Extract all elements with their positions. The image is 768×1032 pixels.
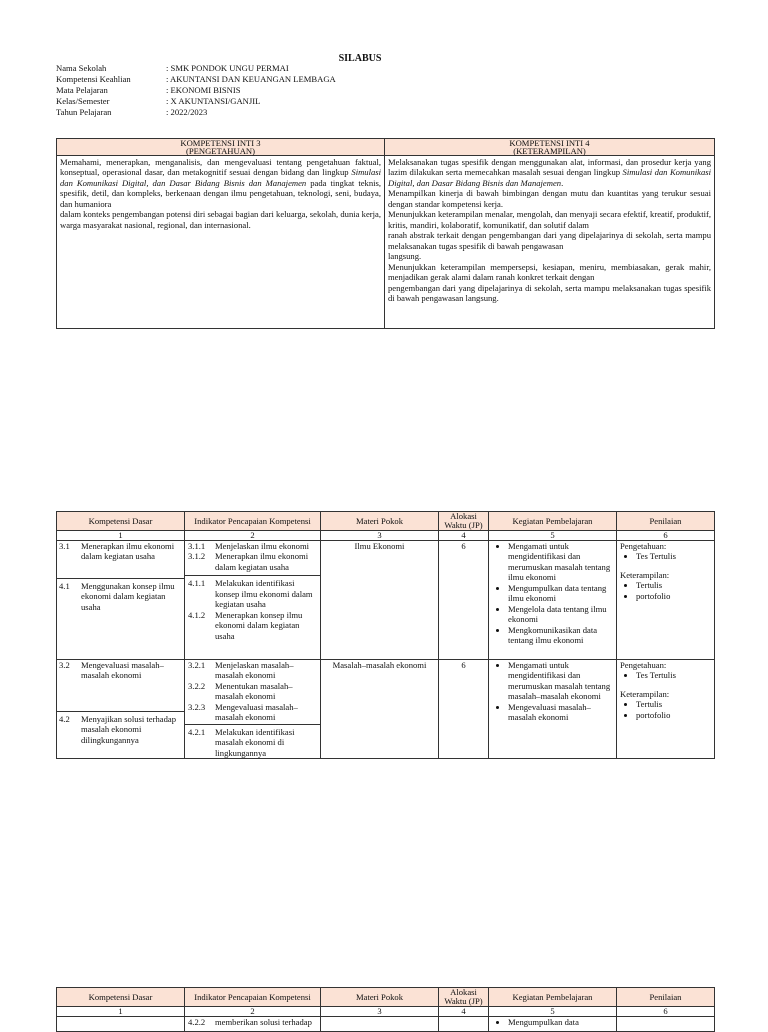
kd-text: Menerapkan ilmu ekonomi dalam kegiatan usaha [81,541,175,562]
kd-header-row [57,988,715,1007]
info-value: : X AKUNTANSI/GANJIL [166,96,261,106]
assessment-list [620,699,711,720]
ki4-paragraph: Menunjukkan keterampilan mempersepsi, kesiapan, meniru, membiasakan, gerak mahir, menjadikan gerak alami dalam ranah konkret terkait dengan [388,261,711,283]
indicator-text: memberikan solusi terhadap [215,1017,312,1027]
ki4-text-italic: Simulasi dan Komunikasi Digital, dan Dasar Bidang Bisnis dan Manajemen [388,167,712,188]
header-kegiatan: Kegiatan Pembelajaran [489,988,617,1007]
column-number: 3 [321,531,439,541]
indicator-group [185,575,320,641]
ki4-text [385,156,715,329]
indicator-group [185,724,320,758]
kd-header-row [57,512,715,531]
ki3-paragraph: dalam konteks pengembangan potensi diri sebagai bagian dari keluarga, sekolah, dunia kerja, warga masyarakat nasional, regional, dan internasional. [60,209,381,230]
ki3-text-part: pada tingkat teknis, spesifik, detil, dan kompleks, berkenaan dengan ilmu pengetahuan, teknologi, seni, budaya, dan humaniora [60,177,381,209]
indicator-item [188,702,317,723]
column-number-row [57,1007,715,1017]
info-value: : AKUNTANSI DAN KEUANGAN LEMBAGA [166,74,336,84]
header-alokasi [439,988,489,1007]
kd-item [59,660,182,681]
indicator-item [188,660,317,681]
list-item: • Mengumpulkan data [508,1017,613,1027]
column-number: 2 [185,1007,321,1017]
header-alokasi-line: Alokasi [450,987,477,997]
alokasi-cell [439,1017,489,1032]
assessment-label: Pengetahuan: [620,660,667,670]
column-number: 1 [57,531,185,541]
list-item: • portofolio [636,591,711,601]
alokasi-cell: 6 [439,660,489,759]
kegiatan-cell [489,1017,617,1032]
assessment-label: Pengetahuan: [620,541,667,551]
list-item: • Mengumpulkan data tentang ilmu ekonomi [508,583,613,604]
header-ipk: Indikator Pencapaian Kompetensi [185,988,321,1007]
basic-competency-table-continued [56,987,715,1032]
kegiatan-cell [489,660,617,759]
column-number: 3 [321,1007,439,1017]
list-item: • Mengelola data tentang ilmu ekonomi [508,604,613,625]
list-item: • Tes Tertulis [636,670,711,680]
kd-cell [57,541,185,660]
ki3-paragraph [60,157,381,209]
kd-number: 4.2 [59,713,70,724]
indicator-item [188,681,317,702]
kd-number: 3.2 [59,660,70,670]
kegiatan-cell [489,541,617,660]
indicator-number: 4.2.2 [188,1017,206,1027]
column-number: 2 [185,531,321,541]
info-row-school [56,63,556,74]
info-value: : SMK PONDOK UNGU PERMAI [166,63,289,73]
kegiatan-list [492,660,613,723]
ki3-subtitle: (PENGETAHUAN) [185,146,255,156]
header-kd: Kompetensi Dasar [57,988,185,1007]
indicator-number: 4.2.1 [188,726,206,737]
table-row [57,541,715,660]
indicator-item [188,1017,317,1027]
ki-body-row [57,156,715,329]
ki4-paragraph: Menunjukkan keterampilan menalar, mengolah, dan menyaji secara efektif, kreatif, produktif, kritis, mandiri, kolaboratif, komunikatif, dan solutif dalam [388,209,711,230]
core-competency-table [56,138,715,329]
info-value: : 2022/2023 [166,107,208,117]
indicator-text: Melakukan identifikasi konsep ilmu ekonomi dalam kegiatan usaha [215,578,313,610]
ki4-paragraph [388,157,711,188]
ki3-text-italic: Simulasi dan Komunikasi Digital, dan Dasar Bidang Bisnis dan Manajemen [60,167,381,188]
header-alokasi-line: Waktu (JP) [444,520,483,530]
basic-competency-table [56,511,715,759]
ki4-paragraph: langsung. [388,251,422,262]
info-label: Kelas/Semester [56,96,110,106]
list-item: • Mengkomunikasikan data tentang ilmu ekonomi [508,625,613,646]
indicator-item [188,578,317,609]
column-number: 5 [489,1007,617,1017]
materi-cell: Masalah–masalah ekonomi [321,660,439,759]
assessment-label: Keterampilan: [620,569,670,580]
column-number-row [57,531,715,541]
indicator-text: Melakukan identifikasi masalah ekonomi di lingkungannya [215,726,295,758]
materi-cell: Ilmu Ekonomi [321,541,439,660]
indicator-number: 3.1.1 [188,541,206,551]
ipk-cell [185,660,321,759]
list-item: • Mengamati untuk mengidentifikasi dan merumuskan masalah tentang masalah–masalah ekonomi [508,660,613,702]
header-materi: Materi Pokok [321,988,439,1007]
assessment-label: Keterampilan: [620,688,670,699]
list-item: • Tes Tertulis [636,551,711,561]
list-item: • Mengamati untuk mengidentifikasi dan merumuskan masalah tentang ilmu ekonomi [508,541,613,583]
school-info [56,63,556,118]
list-item: • Mengevaluasi masalah–masalah ekonomi [508,702,613,723]
materi-cell [321,1017,439,1032]
header-ipk: Indikator Pencapaian Kompetensi [185,512,321,531]
kegiatan-list [492,541,613,646]
header-alokasi [439,512,489,531]
kd-item [56,711,185,745]
ki3-header [57,139,385,156]
ipk-cell [185,541,321,660]
info-row-subject [56,85,556,96]
list-item: • Tertulis [636,580,711,590]
header-alokasi-line: Waktu (JP) [444,996,483,1006]
ki-header-row [57,139,715,156]
info-row-program [56,74,556,85]
info-label: Tahun Pelajaran [56,107,112,117]
column-number: 1 [57,1007,185,1017]
indicator-number: 3.2.2 [188,680,206,691]
indicator-item [188,610,317,641]
header-penilaian: Penilaian [617,512,715,531]
header-kd: Kompetensi Dasar [57,512,185,531]
kd-cell [57,660,185,759]
column-number: 5 [489,531,617,541]
kegiatan-list [492,1017,613,1027]
header-alokasi-line: Alokasi [450,511,477,521]
indicator-number: 3.2.3 [188,701,206,712]
info-value: : EKONOMI BISNIS [166,85,241,95]
indicator-text: Mengevaluasi masalah–masalah ekonomi [215,701,298,723]
header-kegiatan: Kegiatan Pembelajaran [489,512,617,531]
ki4-header [385,139,715,156]
indicator-item [188,551,317,572]
header-penilaian: Penilaian [617,988,715,1007]
ki3-title: KOMPETENSI INTI 3 [180,138,261,148]
ki4-paragraph: Menampilkan kinerja di bawah bimbingan dengan mutu dan kuantitas yang terukur sesuai dengan standar kompetensi kerja. [388,188,711,209]
ki4-paragraph: pengembangan dari yang dipelajarinya di sekolah, serta mampu melaksanakan tugas spesifik di bawah pengawasan langsung. [388,282,711,304]
info-label: Mata Pelajaran [56,85,108,95]
kd-item [56,578,185,612]
ki3-text [57,156,385,329]
indicator-number: 4.1.1 [188,578,206,589]
kd-number: 3.1 [59,541,70,551]
column-number: 6 [617,531,715,541]
column-number: 4 [439,531,489,541]
indicator-text: Menerapkan konsep ilmu ekonomi dalam kegiatan usaha [215,609,303,641]
table-row [57,1017,715,1032]
indicator-text: Menentukan masalah–masalah ekonomi [215,680,293,702]
assessment-list [620,551,711,561]
indicator-text: Menjelaskan masalah–masalah ekonomi [215,660,294,681]
info-label: Nama Sekolah [56,63,107,73]
document-title: SILABUS [338,53,382,64]
column-number: 6 [617,1007,715,1017]
penilaian-cell [617,660,715,759]
kd-cell [57,1017,185,1032]
kd-item [59,541,182,562]
table-row [57,660,715,759]
info-row-year [56,107,556,118]
ki4-text-part: . [561,177,564,188]
indicator-number: 4.1.2 [188,609,206,620]
indicator-item [188,727,317,758]
assessment-list [620,670,711,680]
ki4-text-part: Melaksanakan tugas spesifik dengan menggunakan alat, informasi, dan prosedur kerja yang lazim dilakukan serta memecahkan masalah sesuai dengan lingkup [388,157,711,178]
ki4-paragraph: ranah abstrak terkait dengan pengembangan dari yang dipelajarinya di sekolah, serta mampu melaksanakan tugas spesifik di bawah pengawasan [388,230,711,251]
list-item: • Tertulis [636,699,711,709]
assessment-list [620,580,711,601]
ki4-subtitle: (KETERAMPILAN) [513,146,586,156]
ki4-title: KOMPETENSI INTI 4 [509,138,590,148]
ipk-cell [185,1017,321,1032]
indicator-item [188,541,317,551]
alokasi-cell: 6 [439,541,489,660]
info-label: Kompetensi Keahlian [56,74,131,84]
indicator-text: Menerapkan ilmu ekonomi dalam kegiatan usaha [215,551,309,572]
penilaian-cell [617,541,715,660]
kd-text: Mengevaluasi masalah–masalah ekonomi [81,660,164,681]
info-row-class [56,96,556,107]
ki3-text-part: Memahami, menerapkan, menganalisis, dan mengevaluasi tentang pengetahuan faktual, konseptual, operasional dasar, dan metakognitif sesuai dengan bidang dan lingkup [60,157,381,178]
kd-text: Menyajikan solusi terhadap masalah ekonomi dilingkungannya [81,713,176,745]
indicator-text: Menjelaskan ilmu ekonomi [215,541,310,551]
column-number: 4 [439,1007,489,1017]
kd-text: Menggunakan konsep ilmu ekonomi dalam kegiatan usaha [81,580,175,612]
header-materi: Materi Pokok [321,512,439,531]
penilaian-cell [617,1017,715,1032]
indicator-number: 3.2.1 [188,660,206,670]
indicator-number: 3.1.2 [188,551,206,562]
kd-number: 4.1 [59,580,70,591]
list-item: • portofolio [636,710,711,720]
